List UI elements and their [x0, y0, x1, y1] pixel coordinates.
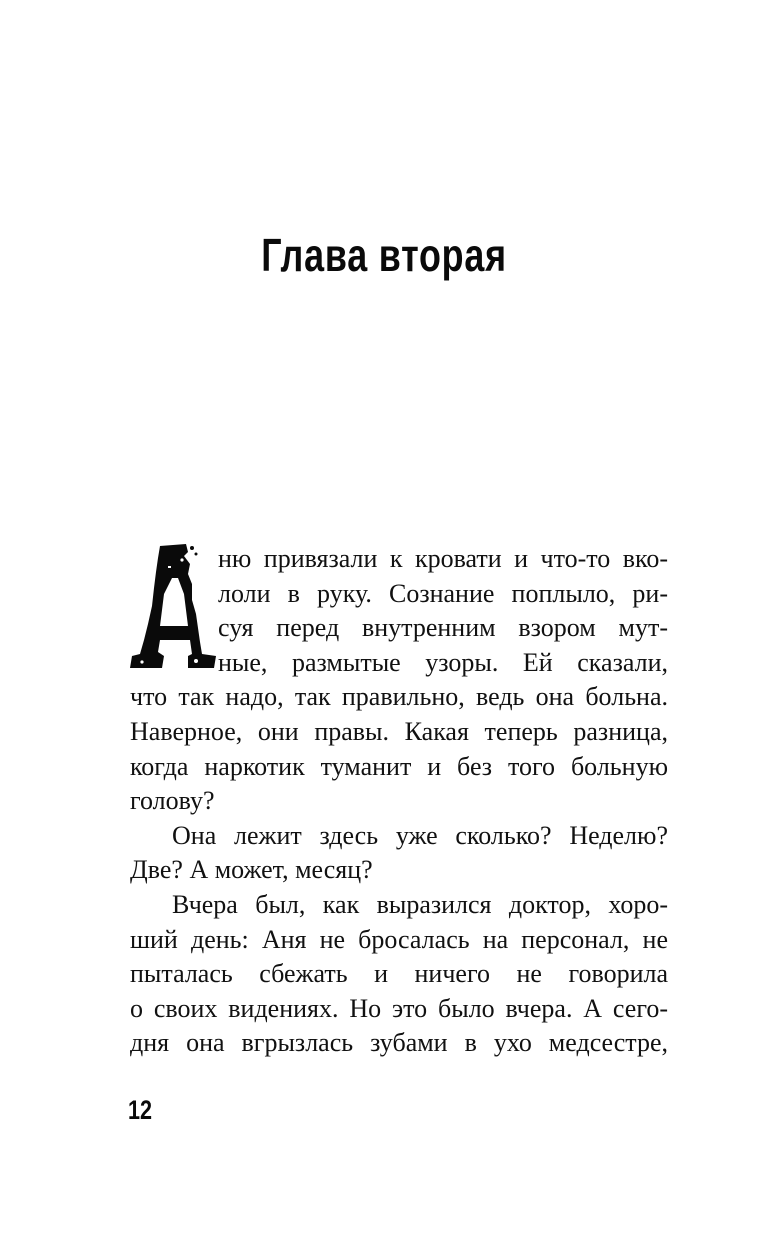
chapter-title: Глава вторая: [261, 229, 507, 281]
text-line: ные, размытые узоры. Ей сказали,: [218, 647, 668, 677]
text-line: ню привязали к кровати и что-то вко-: [218, 544, 668, 573]
text-line: пыталась сбежать и ничего не говорила: [130, 959, 668, 989]
text-line: ший день: Аня не бросалась на персонал, не: [130, 924, 668, 954]
page-number: 12: [128, 1095, 153, 1125]
text-line: Две? А может, месяц?: [130, 855, 373, 885]
text-line: дня она вгрызлась зубами в ухо медсестре,: [130, 1028, 668, 1058]
text-line: когда наркотик туманит и без того больную: [130, 751, 668, 781]
text-line: о своих видениях. Но это было вчера. А сего-: [130, 993, 668, 1023]
text-line: Она лежит здесь уже сколько? Неделю?: [172, 820, 668, 850]
text-line: лоли в руку. Сознание поплыло, ри-: [218, 578, 668, 608]
text-line: Вчера был, как выразился доктор, хоро-: [172, 889, 668, 919]
text-line: суя перед внутренним взором мут-: [218, 613, 668, 643]
text-line: что так надо, так правильно, ведь она больна.: [130, 682, 668, 712]
text-line: Наверное, они правы. Какая теперь разница,: [130, 716, 668, 746]
drop-cap-letter: [130, 544, 216, 668]
text-line: голову?: [130, 786, 215, 816]
body-text: [130, 542, 668, 1061]
